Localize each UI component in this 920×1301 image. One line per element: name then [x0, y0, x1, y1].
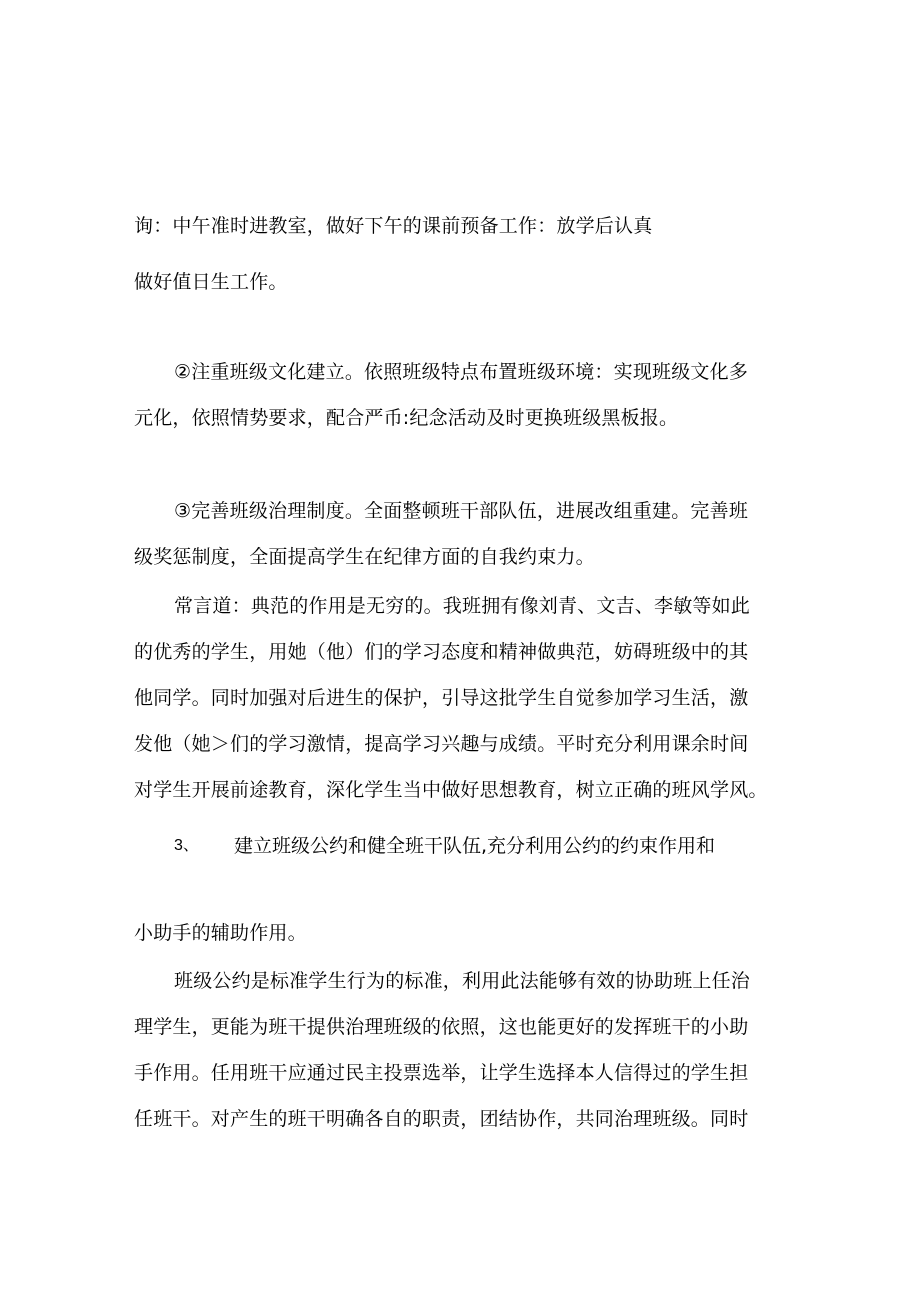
text-line: ③完善班级治理制度。全面整顿班干部队伍，进展改组重建。完善班 — [174, 500, 749, 522]
text-line: 的优秀的学生，用她（他）们的学习态度和精神做典范，妨碍班级中的其 — [134, 641, 749, 663]
text-line: 对学生开展前途教育，深化学生当中做好思想教育，树立正确的班风学风。 — [134, 779, 768, 801]
text-line: 询：中午准时进教室，做好下午的课前预备工作：放学后认真 — [134, 215, 653, 237]
text-line: ②注重班级文化建立。依照班级特点布置班级环境：实现班级文化多 — [174, 361, 749, 383]
text-line: 级奖惩制度，全面提高学生在纪律方面的自我约束力。 — [134, 546, 595, 568]
text-line: 手作用。任用班干应通过民主投票选举，让学生选择本人信得过的学生担 — [134, 1062, 749, 1084]
text-line: 小助手的辅助作用。 — [134, 922, 307, 944]
text-line: 班级公约是标准学生行为的标准，利用此法能够有效的协助班上任治 — [174, 970, 751, 992]
text-line: 做好值日生工作。 — [134, 271, 288, 293]
list-item-heading: 建立班级公约和健全班干队伍,充分利用公约的约束作用和 — [234, 835, 716, 857]
text-line: 常言道：典范的作用是无穷的。我班拥有像刘青、文吉、李敏等如此 — [174, 595, 751, 617]
text-line: 他同学。同时加强对后进生的保护，引导这批学生自觉参加学习生活，激 — [134, 687, 749, 709]
list-item-number: 3、 — [174, 837, 199, 854]
text-line: 元化，依照情势要求，配合严币:纪念活动及时更换班级黑板报。 — [134, 407, 679, 429]
text-line: 理学生，更能为班干提供治理班级的依照，这也能更好的发挥班干的小助 — [134, 1016, 749, 1038]
text-line: 发他（她＞们的学习激情，提高学习兴趣与成绩。平时充分利用课余时间 — [134, 733, 749, 755]
text-line: 任班干。对产生的班干明确各自的职责，团结协作，共同治理班级。同时 — [134, 1108, 749, 1130]
